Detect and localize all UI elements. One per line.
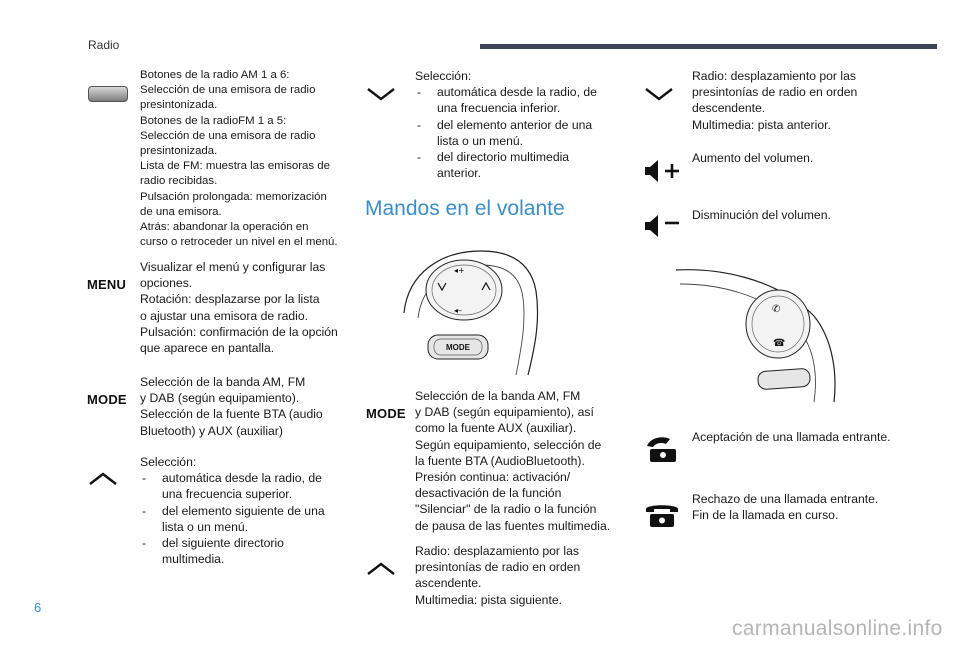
wheel-up-description xyxy=(415,543,625,608)
text-line: curso o retroceder un nivel en el menú. xyxy=(140,236,338,249)
list-item: - del siguiente directorio multimedia. xyxy=(140,535,350,567)
text-line: Fin de la llamada en curso. xyxy=(692,508,839,523)
phone-hangup-icon xyxy=(644,501,680,529)
chevron-up-icon xyxy=(88,472,118,486)
text-line: Selección de una emisora de radio xyxy=(140,129,316,142)
text-line: Bluetooth) y AUX (auxiliar) xyxy=(140,423,283,438)
text-line: opciones. xyxy=(140,276,193,291)
svg-text:◂–: ◂– xyxy=(454,306,463,315)
text-line: como la fuente AUX (auxiliar). xyxy=(415,421,577,436)
text-line: radio recibidas. xyxy=(140,175,218,188)
page-number: 6 xyxy=(34,600,42,615)
up-description xyxy=(140,454,350,567)
text-line: o ajustar una emisora de radio. xyxy=(140,308,309,323)
text-line: presintonías de radio en orden xyxy=(415,560,581,575)
steering-wheel-left-controls-illustration xyxy=(396,243,546,378)
svg-text:◂+: ◂+ xyxy=(454,266,465,275)
call-accept-description: Aceptación de una llamada entrante. xyxy=(692,430,891,444)
mode-description xyxy=(140,374,350,439)
text-line: Lista de FM: muestra las emisoras de xyxy=(140,160,330,173)
svg-text:✆: ✆ xyxy=(772,304,781,315)
text-line: Selección de una emisora de radio xyxy=(140,84,316,97)
text-line: ascendente. xyxy=(415,576,482,591)
text-line: Multimedia: pista siguiente. xyxy=(415,592,562,607)
volume-up-description: Aumento del volumen. xyxy=(692,151,814,165)
preset-buttons-description xyxy=(140,68,350,250)
preset-button-icon xyxy=(88,86,128,102)
header-bar xyxy=(480,44,937,49)
list-item: - del directorio multimedia anterior. xyxy=(415,149,615,181)
mode-label-icon: MODE xyxy=(87,392,127,407)
list-item: - automática desde la radio, de una frecuencia inferior. xyxy=(415,84,615,116)
steering-wheel-right-controls-illustration xyxy=(674,266,844,406)
text-line: y DAB (según equipamiento), así xyxy=(415,405,594,420)
text-line: desactivación de la función xyxy=(415,486,562,501)
text-line: Presión continua: activación/ xyxy=(415,470,571,485)
svg-text:☎: ☎ xyxy=(773,338,786,349)
list-item: - del elemento anterior de una lista o un menú. xyxy=(415,117,615,149)
text-line: Selección de la fuente BTA (audio xyxy=(140,407,323,422)
text-line: Rotación: desplazarse por la lista xyxy=(140,292,320,307)
text-line: Botones de la radioFM 1 a 5: xyxy=(140,114,287,127)
text-line: de una emisora. xyxy=(140,205,222,218)
text-line: descendente. xyxy=(692,101,766,116)
chevron-up-icon xyxy=(366,562,396,576)
text-line: presintonizada. xyxy=(140,99,218,112)
call-end-description xyxy=(692,491,912,523)
volume-down-icon xyxy=(643,213,681,239)
down-description xyxy=(415,68,615,181)
section-label: Radio xyxy=(88,38,120,52)
text-line: "Silenciar" de la radio o la función xyxy=(415,502,597,517)
volume-up-icon xyxy=(643,158,681,184)
menu-description xyxy=(140,259,350,356)
text-line: presintonías de radio en orden xyxy=(692,85,858,100)
text-line: Radio: desplazamiento por las xyxy=(692,69,856,83)
text-line: Selección: xyxy=(415,69,472,83)
text-line: Visualizar el menú y configurar las xyxy=(140,260,326,274)
text-line: Botones de la radio AM 1 a 6: xyxy=(140,69,290,81)
text-line: Selección de la banda AM, FM xyxy=(415,389,581,403)
text-line: la fuente BTA (AudioBluetooth). xyxy=(415,453,585,468)
text-line: de pausa de las fuentes multimedia. xyxy=(415,518,611,533)
text-line: Rechazo de una llamada entrante. xyxy=(692,492,879,506)
text-line: Selección: xyxy=(140,455,197,469)
menu-label-icon: MENU xyxy=(87,277,127,292)
wheel-mode-button-label: MODE xyxy=(446,343,470,352)
phone-pickup-icon xyxy=(644,434,678,464)
mode-label-icon: MODE xyxy=(366,406,406,421)
volume-down-description: Disminución del volumen. xyxy=(692,208,831,222)
chevron-down-icon xyxy=(366,87,396,101)
wheel-down-description xyxy=(692,68,902,133)
text-line: Multimedia: pista anterior. xyxy=(692,117,831,132)
text-line: que aparece en pantalla. xyxy=(140,341,275,356)
wheel-mode-description xyxy=(415,388,625,534)
list-item: - del elemento siguiente de una lista o un menú. xyxy=(140,503,350,535)
text-line: Selección de la banda AM, FM xyxy=(140,375,306,389)
text-line: Pulsación: confirmación de la opción xyxy=(140,324,338,339)
text-line: presintonizada. xyxy=(140,145,218,158)
chevron-down-icon xyxy=(644,87,674,101)
text-line: Pulsación prolongada: memorización xyxy=(140,190,327,203)
text-line: y DAB (según equipamiento). xyxy=(140,391,300,406)
section-title: Mandos en el volante xyxy=(365,197,565,220)
list-item: - automática desde la radio, de una frecuencia superior. xyxy=(140,470,350,502)
text-line: Según equipamiento, selección de xyxy=(415,437,602,452)
text-line: Atrás: abandonar la operación en xyxy=(140,221,309,234)
text-line: Radio: desplazamiento por las xyxy=(415,544,579,558)
watermark: carmanualsonline.info xyxy=(732,617,943,640)
